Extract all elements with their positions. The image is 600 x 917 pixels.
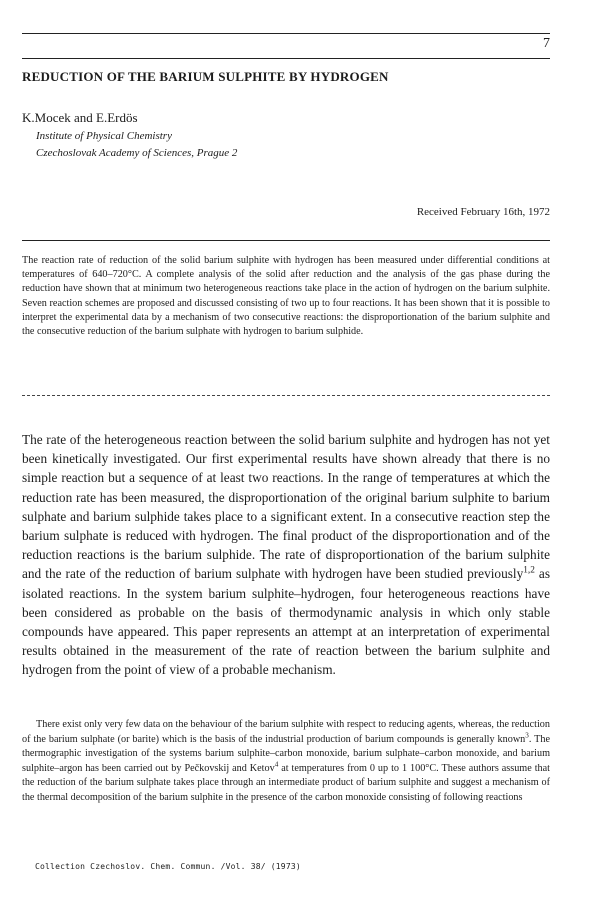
affiliation-line-1: Institute of Physical Chemistry (36, 130, 172, 142)
article-title: REDUCTION OF THE BARIUM SULPHITE BY HYDROGEN (22, 69, 389, 84)
journal-footer: Collection Czechoslov. Chem. Commun. /Vol. 38/ (1973) (35, 862, 301, 871)
background-text-1: There exist only very few data on the behaviour of the barium sulphite with respect to reducing agents, whereas, the reduction of the barium sulphate (or barite) which is the basis of the industrial production of barium compounds is generally known (22, 719, 550, 745)
received-date: Received February 16th, 1972 (416, 206, 550, 218)
reference-marker: 1,2 (523, 566, 535, 576)
background-text-2: . The thermographic investigation of the systems barium sulphite–carbon monoxide, barium sulphate–carbon monoxide, and barium sulphite–argon has been carried out by Pečkovskij and Ketov (22, 733, 550, 774)
background-paragraph (22, 718, 550, 806)
abstract: The reaction rate of reduction of the solid barium sulphite with hydrogen has been measured under differential conditions at temperatures of 640–720°C. A complete analysis of the solid after reduction and the analysis of the gas phase during the reduction have shown that at minimum two heterogeneous reactions take place in the action of hydrogen on the barium sulphite. Seven reaction schemes are proposed and discussed consisting of two up to four reactions. It has been shown that it is possible to interpret the experimental data by a mechanism of two consecutive reactions: the disproportionation of the barium sulphite and the consecutive reduction of the barium sulphate with hydrogen to barium sulphide. (22, 255, 550, 338)
header-rule-bottom (22, 58, 550, 59)
header-rule-top (22, 33, 550, 34)
introduction-paragraph (22, 430, 550, 680)
background-text-3: at temperatures from 0 up to 1 100°C. These authors assume that the reduction of the barium sulphate takes place through an intermediate product of barium sulphite and suggest a mechanism of the thermal decomposition of the barium sulphite in the presence of the carbon monoxide consisting of following reactions (22, 762, 550, 803)
abstract-rule-bottom (22, 395, 550, 396)
intro-text-1: The rate of the heterogeneous reaction between the solid barium sulphite and hydrogen has not yet been kinetically investigated. Our first experimental results have shown already that there is no simple reaction but a sequence of at least two reactions. In the range of temperatures at which the reduction rate has been measured, the disproportionation of the original barium sulphite to barium sulphate and barium sulphide takes place to a significant extent. In a consecutive reaction step the barium sulphate is reduced with hydrogen. The final product of the disproportionation and of the reduction reactions is the barium sulphide. The rate of disproportionation of the barium sulphite and the rate of the reduction of barium sulphate with hydrogen have been studied previously (22, 432, 550, 582)
affiliation-line-2: Czechoslovak Academy of Sciences, Prague 2 (36, 147, 238, 159)
page-number: 7 (543, 36, 550, 51)
authors: K.Mocek and E.Erdös (22, 110, 138, 125)
reference-marker: 4 (274, 760, 279, 769)
reference-marker: 3 (525, 731, 529, 740)
abstract-rule-top (22, 240, 550, 241)
intro-text-2: as isolated reactions. In the system barium sulphite–hydrogen, four heterogeneous reactions have been considered as probable on the basis of thermodynamic analysis in which only stable compounds have appeared. This paper represents an attempt at an interpretation of experimental results obtained in the measurement of the rate of reaction between the barium sulphite and hydrogen from the point of view of a probable mechanism. (22, 566, 550, 678)
